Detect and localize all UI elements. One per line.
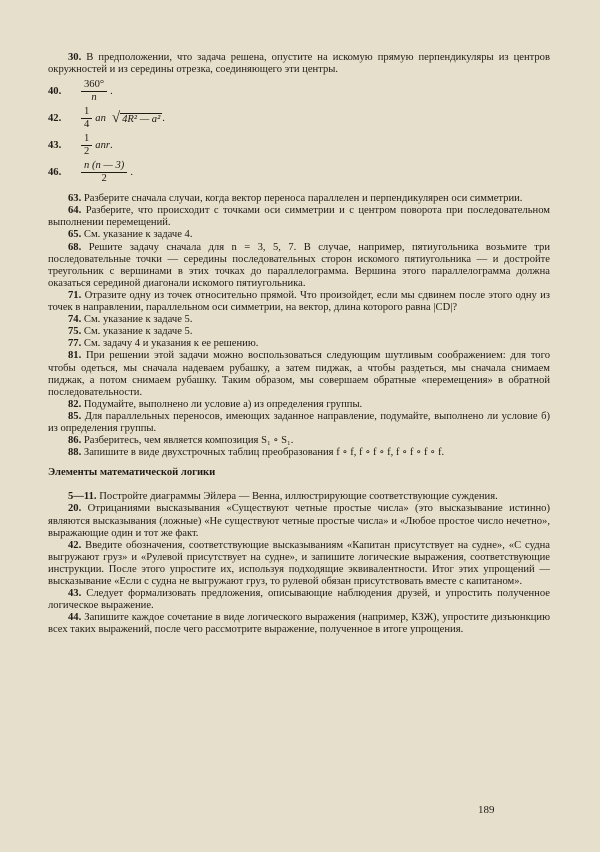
- item-number: 30.: [68, 52, 82, 63]
- formula-list: [48, 79, 550, 185]
- item-text: Разберите, что происходит с точками оси симметрии и с центром поворота при последовательном выполнении перемещений.: [48, 205, 550, 229]
- item-44: [48, 612, 550, 636]
- formula-number: 46.: [48, 166, 62, 178]
- fraction: [81, 79, 107, 104]
- numerator: 1: [81, 133, 92, 146]
- item-text: Разберите сначала случаи, когда вектор переноса параллелен и перпендикулярен оси симметрии.: [83, 193, 523, 205]
- item-text: Отрицаниями высказывания «Существуют четные простые числа» (это высказывание истинно) являются высказывания (ложные) «Не существуют четные простые числа» и «Любое простое число нечетно», выражающие один и тот же факт.: [48, 503, 550, 539]
- page-number: 189: [478, 804, 495, 816]
- formula-factor: an: [95, 112, 106, 124]
- item-number: 86.: [68, 435, 82, 447]
- formula-46: [48, 160, 550, 185]
- fraction: [81, 160, 127, 185]
- item-75: [48, 326, 550, 338]
- page-content: [48, 52, 550, 636]
- item-65: [48, 229, 550, 241]
- item-text: Для параллельных переносов, имеющих заданное направление, подумайте, выполнено ли условие б) из определения группы.: [48, 410, 550, 434]
- formula-42: [48, 106, 550, 131]
- item-text: Решите задачу сначала для n = 3, 5, 7. В случае, например, пятиугольника возьмите три последовательные точки — середины последовательных сторон искомого пятиугольника — и достройте треугольник с вершинами в этих точках до параллелограмма. Вершина этого параллелограмма должна оказаться серединой диагонали искомого пятиугольника.: [48, 241, 550, 289]
- denominator: 4: [84, 119, 90, 131]
- item-text: Запишите каждое сочетание в виде логического выражения (например, КЗЖ), упростите дизъюнкцию всех таких выражений, после чего рассмотрите выражение, полученное в итоге упрощения.: [48, 612, 550, 636]
- item-86: [48, 435, 550, 447]
- formula-tail: .: [110, 139, 113, 151]
- formula-number: 43.: [48, 139, 62, 151]
- item-71: [48, 290, 550, 314]
- formula-tail: .: [110, 85, 113, 97]
- item-88: [48, 447, 550, 459]
- denominator: 2: [84, 146, 90, 158]
- numerator: n (n — 3): [81, 160, 127, 173]
- item-30: [48, 52, 550, 76]
- formula-43: [48, 133, 550, 158]
- item-43: [48, 588, 550, 612]
- item-number: 65.: [68, 229, 82, 241]
- item-number: 71.: [68, 289, 82, 301]
- item-text: При решении этой задачи можно воспользоваться следующим шутливым соображением: для того чтобы одеться, мы сначала надеваем рубашку, а затем пиджак, а чтобы раздеться, мы сначала снимаем пиджак, а потом снимаем рубашку. Таким образом, мы совершаем обратные «перемещения» в обратной последовательности.: [48, 350, 550, 398]
- item-number: 88.: [68, 447, 82, 459]
- item-64: [48, 205, 550, 229]
- item-20: [48, 503, 550, 539]
- item-number: 75.: [68, 326, 82, 338]
- item-text: См. указание к задаче 5.: [83, 314, 193, 326]
- denominator: n: [91, 92, 97, 104]
- item-number: 82.: [68, 398, 82, 410]
- numerator: 360°: [81, 79, 107, 92]
- item-number: 43.: [68, 588, 82, 600]
- radicand: 4R² — a²: [122, 113, 161, 125]
- square-root: [111, 109, 162, 126]
- item-text: См. задачу 4 и указания к ее решению.: [83, 338, 259, 350]
- item-number: 44.: [68, 612, 82, 624]
- item-text: Разберитесь, чем является композиция S₁ ∘ S₁.: [83, 435, 294, 447]
- item-5-11: [48, 491, 550, 503]
- item-number: 64.: [68, 205, 82, 217]
- item-text: См. указание к задаче 5.: [83, 326, 193, 338]
- item-number: 20.: [68, 503, 82, 515]
- item-number: 74.: [68, 314, 82, 326]
- radical-sign-icon: √: [111, 109, 121, 126]
- item-68: [48, 242, 550, 290]
- formula-tail: .: [162, 112, 165, 124]
- item-text: В предположении, что задача решена, опустите на искомую прямую перпендикуляры из центров окружностей и из середины отрезка, соединяющего эти центры.: [48, 52, 550, 76]
- item-number: 81.: [68, 350, 82, 362]
- item-82: [48, 399, 550, 411]
- item-number: 68.: [68, 241, 82, 253]
- formula-factor: anr: [95, 139, 111, 151]
- item-number: 63.: [68, 193, 82, 205]
- item-text: См. указание к задаче 4.: [83, 229, 193, 241]
- numerator: 1: [81, 106, 92, 119]
- formula-tail: .: [130, 166, 133, 178]
- fraction: [81, 106, 92, 131]
- fraction: [81, 133, 92, 158]
- item-text: Подумайте, выполнено ли условие а) из определения группы.: [83, 398, 363, 410]
- item-text: Постройте диаграммы Эйлера — Венна, иллюстрирующие соответствующие суждения.: [99, 491, 498, 503]
- item-text: Введите обозначения, соответствующие высказываниям «Капитан присутствует на судне», «С судна выгружают груз» и «Рулевой присутствует на судне», и запишите логические выражения, соответствующие инструкции. После этого упростите их, используя подходящие эквивалентности. Итог этих упрощений — высказывание «Если с судна не выгружают груз, то рулевой обязан присутствовать вместе с капитаном».: [48, 539, 550, 587]
- formula-40: [48, 79, 550, 104]
- item-63: [48, 193, 550, 205]
- item-text: Запишите в виде двухстрочных таблиц преобразования f ∘ f, f ∘ f ∘ f, f ∘ f ∘ f ∘ f.: [83, 447, 445, 459]
- section-title: Элементы математической логики: [48, 467, 216, 479]
- denominator: 2: [101, 173, 107, 185]
- item-number: 85.: [68, 410, 82, 422]
- item-74: [48, 314, 550, 326]
- item-text: Отразите одну из точек относительно прямой. Что произойдет, если мы сдвинем после этого одну из точек в направлении, параллельном оси симметрии, на вектор, длина которого равна |CD|?: [48, 289, 550, 314]
- formula-number: 42.: [48, 112, 62, 124]
- item-number: 5—11.: [68, 491, 97, 503]
- item-85: [48, 411, 550, 435]
- item-42: [48, 540, 550, 588]
- item-81: [48, 350, 550, 398]
- item-number: 77.: [68, 338, 82, 350]
- item-77: [48, 338, 550, 350]
- item-text: Следует формализовать предложения, описывающие наблюдения друзей, и упростить полученное логическое выражение.: [48, 588, 550, 612]
- item-number: 42.: [68, 539, 82, 551]
- formula-number: 40.: [48, 85, 62, 97]
